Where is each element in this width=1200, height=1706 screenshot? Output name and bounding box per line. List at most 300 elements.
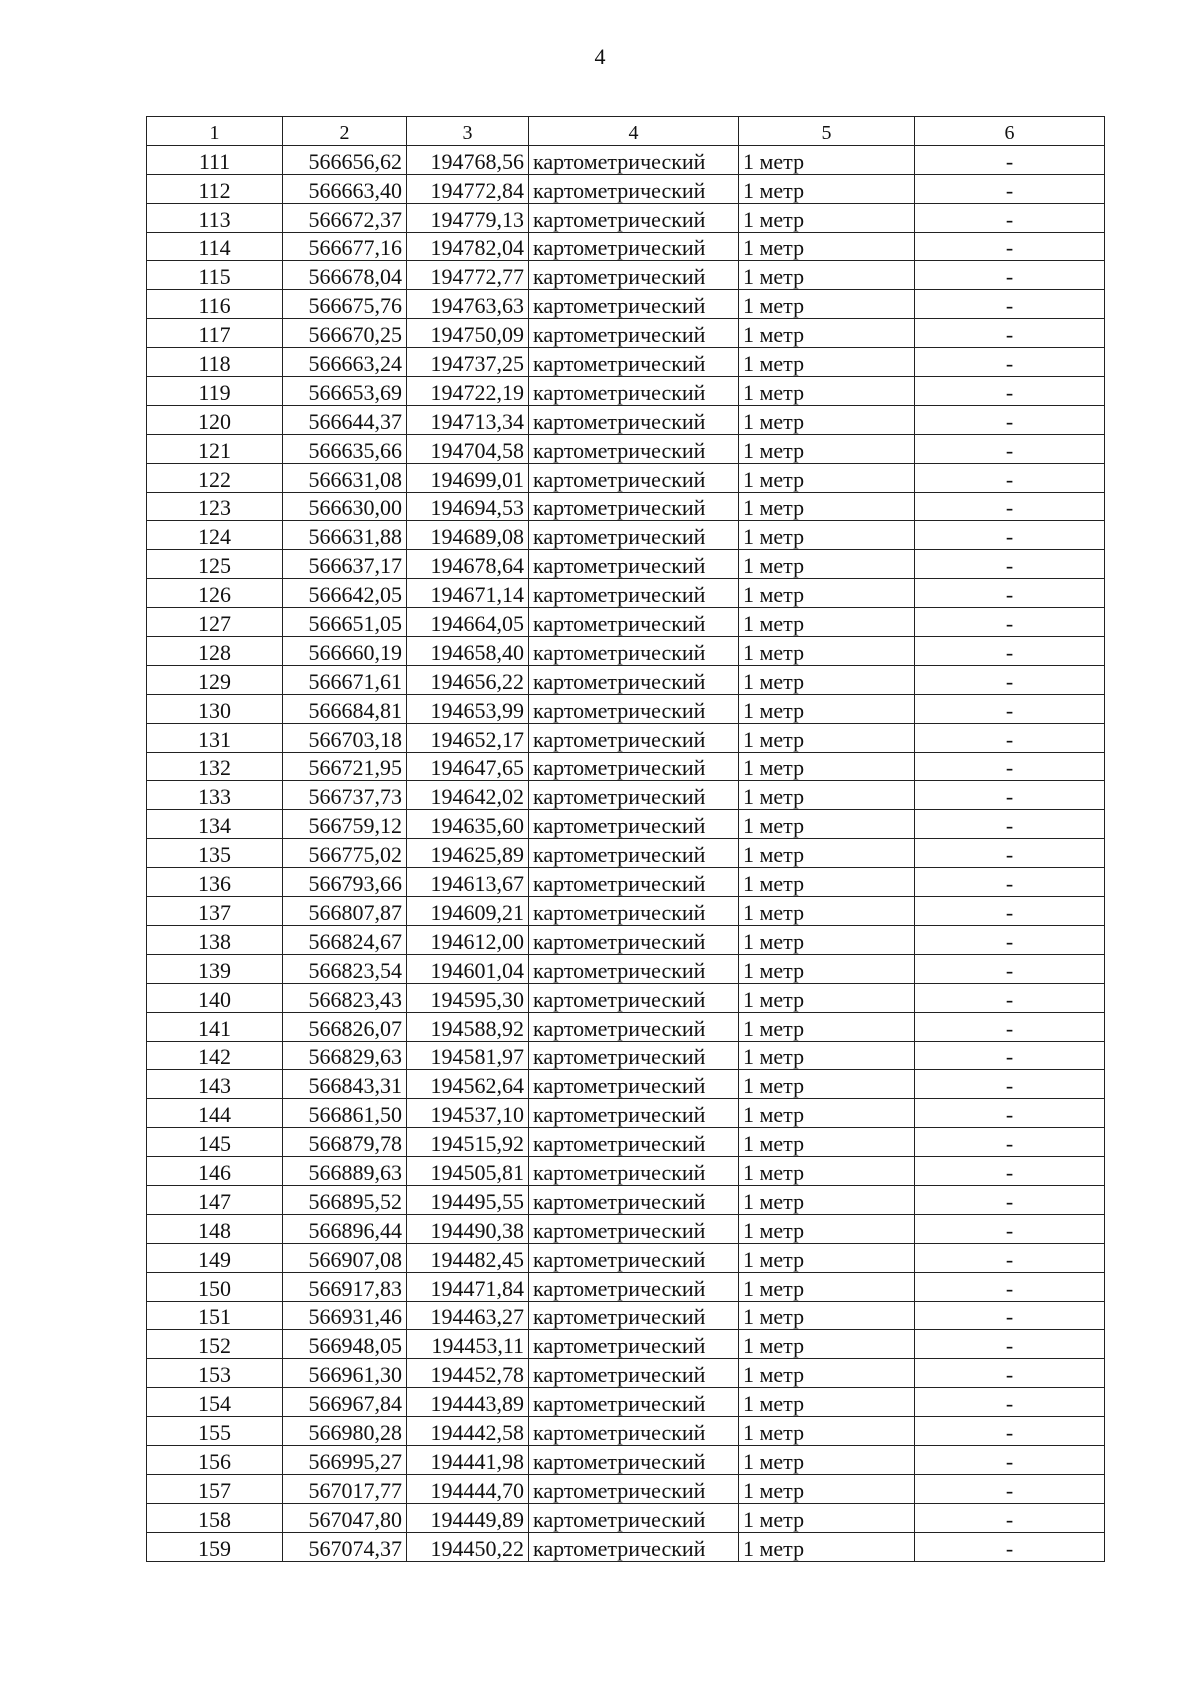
point-number-cell: 119 [147,377,283,406]
method-cell: картометрический [529,608,739,637]
precision-cell: 1 метр [739,839,915,868]
note-cell: - [915,1272,1105,1301]
point-number-cell: 157 [147,1474,283,1503]
note-cell: - [915,1128,1105,1157]
header-cell-5: 5 [739,117,915,146]
precision-cell: 1 метр [739,1388,915,1417]
note-cell: - [915,579,1105,608]
note-cell: - [915,868,1105,897]
x-coordinate-cell: 566896,44 [283,1214,407,1243]
y-coordinate-cell: 194750,09 [407,319,529,348]
table-row [147,1359,1105,1388]
method-cell: картометрический [529,1503,739,1532]
method-cell: картометрический [529,1272,739,1301]
x-coordinate-cell: 566793,66 [283,868,407,897]
x-coordinate-cell: 566823,54 [283,954,407,983]
y-coordinate-cell: 194452,78 [407,1359,529,1388]
precision-cell: 1 метр [739,1128,915,1157]
y-coordinate-cell: 194704,58 [407,434,529,463]
y-coordinate-cell: 194737,25 [407,348,529,377]
precision-cell: 1 метр [739,1185,915,1214]
table-row [147,261,1105,290]
method-cell: картометрический [529,1128,739,1157]
point-number-cell: 140 [147,983,283,1012]
y-coordinate-cell: 194768,56 [407,145,529,174]
y-coordinate-cell: 194722,19 [407,377,529,406]
table-row [147,1503,1105,1532]
point-number-cell: 152 [147,1330,283,1359]
precision-cell: 1 метр [739,1330,915,1359]
table-row [147,954,1105,983]
point-number-cell: 134 [147,810,283,839]
method-cell: картометрический [529,954,739,983]
note-cell: - [915,319,1105,348]
x-coordinate-cell: 566895,52 [283,1185,407,1214]
table-row [147,348,1105,377]
precision-cell: 1 метр [739,694,915,723]
precision-cell: 1 метр [739,983,915,1012]
note-cell: - [915,434,1105,463]
x-coordinate-cell: 566656,62 [283,145,407,174]
method-cell: картометрический [529,1330,739,1359]
precision-cell: 1 метр [739,521,915,550]
method-cell: картометрический [529,897,739,926]
note-cell: - [915,1532,1105,1561]
x-coordinate-cell: 566684,81 [283,694,407,723]
precision-cell: 1 метр [739,868,915,897]
method-cell: картометрический [529,1214,739,1243]
table-row [147,492,1105,521]
method-cell: картометрический [529,1012,739,1041]
table-row [147,405,1105,434]
y-coordinate-cell: 194782,04 [407,232,529,261]
point-number-cell: 131 [147,723,283,752]
point-number-cell: 112 [147,174,283,203]
precision-cell: 1 метр [739,290,915,319]
x-coordinate-cell: 566879,78 [283,1128,407,1157]
precision-cell: 1 метр [739,723,915,752]
method-cell: картометрический [529,174,739,203]
y-coordinate-cell: 194671,14 [407,579,529,608]
point-number-cell: 148 [147,1214,283,1243]
point-number-cell: 143 [147,1070,283,1099]
table-row [147,1532,1105,1561]
table-body [147,117,1105,1562]
precision-cell: 1 метр [739,1532,915,1561]
precision-cell: 1 метр [739,377,915,406]
x-coordinate-cell: 566948,05 [283,1330,407,1359]
table-row [147,1272,1105,1301]
method-cell: картометрический [529,839,739,868]
y-coordinate-cell: 194613,67 [407,868,529,897]
table-row [147,290,1105,319]
table-row [147,145,1105,174]
method-cell: картометрический [529,694,739,723]
precision-cell: 1 метр [739,348,915,377]
point-number-cell: 114 [147,232,283,261]
point-number-cell: 127 [147,608,283,637]
precision-cell: 1 метр [739,1359,915,1388]
precision-cell: 1 метр [739,1157,915,1186]
x-coordinate-cell: 566642,05 [283,579,407,608]
y-coordinate-cell: 194664,05 [407,608,529,637]
note-cell: - [915,1099,1105,1128]
table-row [147,463,1105,492]
point-number-cell: 149 [147,1243,283,1272]
table-row [147,1243,1105,1272]
x-coordinate-cell: 566644,37 [283,405,407,434]
point-number-cell: 147 [147,1185,283,1214]
note-cell: - [915,1157,1105,1186]
point-number-cell: 139 [147,954,283,983]
y-coordinate-cell: 194699,01 [407,463,529,492]
y-coordinate-cell: 194443,89 [407,1388,529,1417]
x-coordinate-cell: 566807,87 [283,897,407,926]
table-row [147,868,1105,897]
note-cell: - [915,839,1105,868]
note-cell: - [915,521,1105,550]
table-row [147,1041,1105,1070]
note-cell: - [915,1041,1105,1070]
table-row [147,983,1105,1012]
x-coordinate-cell: 567074,37 [283,1532,407,1561]
point-number-cell: 124 [147,521,283,550]
x-coordinate-cell: 566759,12 [283,810,407,839]
table-row [147,665,1105,694]
point-number-cell: 133 [147,781,283,810]
note-cell: - [915,261,1105,290]
method-cell: картометрический [529,665,739,694]
x-coordinate-cell: 566660,19 [283,637,407,666]
method-cell: картометрический [529,492,739,521]
table-row [147,925,1105,954]
table-row [147,377,1105,406]
y-coordinate-cell: 194635,60 [407,810,529,839]
method-cell: картометрический [529,1243,739,1272]
precision-cell: 1 метр [739,1243,915,1272]
x-coordinate-cell: 566631,88 [283,521,407,550]
x-coordinate-cell: 566677,16 [283,232,407,261]
method-cell: картометрический [529,637,739,666]
precision-cell: 1 метр [739,1301,915,1330]
y-coordinate-cell: 194658,40 [407,637,529,666]
table-row [147,810,1105,839]
x-coordinate-cell: 566653,69 [283,377,407,406]
method-cell: картометрический [529,1359,739,1388]
method-cell: картометрический [529,377,739,406]
method-cell: картометрический [529,463,739,492]
point-number-cell: 111 [147,145,283,174]
method-cell: картометрический [529,319,739,348]
note-cell: - [915,608,1105,637]
y-coordinate-cell: 194656,22 [407,665,529,694]
precision-cell: 1 метр [739,1012,915,1041]
note-cell: - [915,954,1105,983]
x-coordinate-cell: 566670,25 [283,319,407,348]
note-cell: - [915,925,1105,954]
y-coordinate-cell: 194471,84 [407,1272,529,1301]
y-coordinate-cell: 194505,81 [407,1157,529,1186]
y-coordinate-cell: 194772,84 [407,174,529,203]
precision-cell: 1 метр [739,954,915,983]
x-coordinate-cell: 566967,84 [283,1388,407,1417]
note-cell: - [915,897,1105,926]
point-number-cell: 126 [147,579,283,608]
note-cell: - [915,348,1105,377]
method-cell: картометрический [529,1474,739,1503]
note-cell: - [915,550,1105,579]
precision-cell: 1 метр [739,897,915,926]
table-row [147,1388,1105,1417]
precision-cell: 1 метр [739,203,915,232]
point-number-cell: 159 [147,1532,283,1561]
precision-cell: 1 метр [739,781,915,810]
point-number-cell: 142 [147,1041,283,1070]
note-cell: - [915,781,1105,810]
x-coordinate-cell: 566907,08 [283,1243,407,1272]
y-coordinate-cell: 194678,64 [407,550,529,579]
note-cell: - [915,492,1105,521]
precision-cell: 1 метр [739,579,915,608]
table-row [147,1214,1105,1243]
x-coordinate-cell: 566635,66 [283,434,407,463]
x-coordinate-cell: 566630,00 [283,492,407,521]
note-cell: - [915,1445,1105,1474]
method-cell: картометрический [529,290,739,319]
note-cell: - [915,1012,1105,1041]
y-coordinate-cell: 194441,98 [407,1445,529,1474]
point-number-cell: 121 [147,434,283,463]
point-number-cell: 120 [147,405,283,434]
precision-cell: 1 метр [739,1503,915,1532]
page-number: 4 [594,44,606,69]
note-cell: - [915,752,1105,781]
point-number-cell: 137 [147,897,283,926]
method-cell: картометрический [529,550,739,579]
table-row [147,203,1105,232]
table-row [147,1099,1105,1128]
precision-cell: 1 метр [739,1041,915,1070]
note-cell: - [915,1388,1105,1417]
table-row [147,1445,1105,1474]
x-coordinate-cell: 566675,76 [283,290,407,319]
note-cell: - [915,1503,1105,1532]
x-coordinate-cell: 566889,63 [283,1157,407,1186]
y-coordinate-cell: 194495,55 [407,1185,529,1214]
point-number-cell: 151 [147,1301,283,1330]
note-cell: - [915,290,1105,319]
x-coordinate-cell: 566931,46 [283,1301,407,1330]
precision-cell: 1 метр [739,1474,915,1503]
y-coordinate-cell: 194562,64 [407,1070,529,1099]
precision-cell: 1 метр [739,434,915,463]
x-coordinate-cell: 566829,63 [283,1041,407,1070]
y-coordinate-cell: 194588,92 [407,1012,529,1041]
method-cell: картометрический [529,145,739,174]
method-cell: картометрический [529,1099,739,1128]
y-coordinate-cell: 194442,58 [407,1417,529,1446]
precision-cell: 1 метр [739,261,915,290]
point-number-cell: 115 [147,261,283,290]
method-cell: картометрический [529,868,739,897]
point-number-cell: 145 [147,1128,283,1157]
y-coordinate-cell: 194581,97 [407,1041,529,1070]
point-number-cell: 113 [147,203,283,232]
table-row [147,752,1105,781]
method-cell: картометрический [529,232,739,261]
method-cell: картометрический [529,1185,739,1214]
note-cell: - [915,665,1105,694]
precision-cell: 1 метр [739,1214,915,1243]
y-coordinate-cell: 194713,34 [407,405,529,434]
x-coordinate-cell: 566737,73 [283,781,407,810]
precision-cell: 1 метр [739,1417,915,1446]
x-coordinate-cell: 566672,37 [283,203,407,232]
y-coordinate-cell: 194772,77 [407,261,529,290]
table-row [147,637,1105,666]
table-row [147,550,1105,579]
method-cell: картометрический [529,723,739,752]
precision-cell: 1 метр [739,463,915,492]
y-coordinate-cell: 194463,27 [407,1301,529,1330]
note-cell: - [915,232,1105,261]
x-coordinate-cell: 566671,61 [283,665,407,694]
table-row [147,1012,1105,1041]
point-number-cell: 138 [147,925,283,954]
x-coordinate-cell: 566826,07 [283,1012,407,1041]
table-row [147,694,1105,723]
method-cell: картометрический [529,1301,739,1330]
precision-cell: 1 метр [739,550,915,579]
y-coordinate-cell: 194763,63 [407,290,529,319]
point-number-cell: 146 [147,1157,283,1186]
note-cell: - [915,1474,1105,1503]
table-row [147,521,1105,550]
y-coordinate-cell: 194653,99 [407,694,529,723]
y-coordinate-cell: 194609,21 [407,897,529,926]
x-coordinate-cell: 566823,43 [283,983,407,1012]
note-cell: - [915,1214,1105,1243]
method-cell: картометрический [529,405,739,434]
method-cell: картометрический [529,1532,739,1561]
x-coordinate-cell: 566917,83 [283,1272,407,1301]
method-cell: картометрический [529,434,739,463]
note-cell: - [915,723,1105,752]
method-cell: картометрический [529,261,739,290]
point-number-cell: 150 [147,1272,283,1301]
y-coordinate-cell: 194450,22 [407,1532,529,1561]
precision-cell: 1 метр [739,608,915,637]
note-cell: - [915,203,1105,232]
y-coordinate-cell: 194449,89 [407,1503,529,1532]
y-coordinate-cell: 194537,10 [407,1099,529,1128]
precision-cell: 1 метр [739,492,915,521]
point-number-cell: 156 [147,1445,283,1474]
y-coordinate-cell: 194642,02 [407,781,529,810]
table-row [147,1185,1105,1214]
method-cell: картометрический [529,983,739,1012]
point-number-cell: 153 [147,1359,283,1388]
table-row [147,839,1105,868]
y-coordinate-cell: 194652,17 [407,723,529,752]
table-row [147,1128,1105,1157]
table-row [147,1070,1105,1099]
table-row [147,319,1105,348]
x-coordinate-cell: 566995,27 [283,1445,407,1474]
y-coordinate-cell: 194595,30 [407,983,529,1012]
note-cell: - [915,1417,1105,1446]
y-coordinate-cell: 194490,38 [407,1214,529,1243]
precision-cell: 1 метр [739,232,915,261]
method-cell: картометрический [529,1070,739,1099]
precision-cell: 1 метр [739,810,915,839]
point-number-cell: 132 [147,752,283,781]
precision-cell: 1 метр [739,1070,915,1099]
x-coordinate-cell: 566861,50 [283,1099,407,1128]
y-coordinate-cell: 194612,00 [407,925,529,954]
note-cell: - [915,174,1105,203]
note-cell: - [915,463,1105,492]
method-cell: картометрический [529,1417,739,1446]
method-cell: картометрический [529,1388,739,1417]
precision-cell: 1 метр [739,1445,915,1474]
header-cell-4: 4 [529,117,739,146]
table-row [147,434,1105,463]
note-cell: - [915,1359,1105,1388]
precision-cell: 1 метр [739,752,915,781]
x-coordinate-cell: 566663,40 [283,174,407,203]
table-row [147,174,1105,203]
y-coordinate-cell: 194625,89 [407,839,529,868]
precision-cell: 1 метр [739,665,915,694]
note-cell: - [915,145,1105,174]
method-cell: картометрический [529,1041,739,1070]
x-coordinate-cell: 566775,02 [283,839,407,868]
y-coordinate-cell: 194694,53 [407,492,529,521]
y-coordinate-cell: 194453,11 [407,1330,529,1359]
point-number-cell: 123 [147,492,283,521]
point-number-cell: 135 [147,839,283,868]
x-coordinate-cell: 566637,17 [283,550,407,579]
note-cell: - [915,694,1105,723]
method-cell: картометрический [529,781,739,810]
table-row [147,608,1105,637]
note-cell: - [915,1185,1105,1214]
point-number-cell: 116 [147,290,283,319]
y-coordinate-cell: 194601,04 [407,954,529,983]
point-number-cell: 158 [147,1503,283,1532]
method-cell: картометрический [529,348,739,377]
x-coordinate-cell: 566843,31 [283,1070,407,1099]
x-coordinate-cell: 567047,80 [283,1503,407,1532]
y-coordinate-cell: 194515,92 [407,1128,529,1157]
point-number-cell: 122 [147,463,283,492]
header-cell-1: 1 [147,117,283,146]
note-cell: - [915,983,1105,1012]
y-coordinate-cell: 194444,70 [407,1474,529,1503]
table-header-row [147,117,1105,146]
table-row [147,232,1105,261]
table-row [147,781,1105,810]
note-cell: - [915,1243,1105,1272]
note-cell: - [915,810,1105,839]
x-coordinate-cell: 566663,24 [283,348,407,377]
table-row [147,723,1105,752]
coordinates-table [146,116,1105,1562]
point-number-cell: 141 [147,1012,283,1041]
method-cell: картометрический [529,1445,739,1474]
point-number-cell: 136 [147,868,283,897]
